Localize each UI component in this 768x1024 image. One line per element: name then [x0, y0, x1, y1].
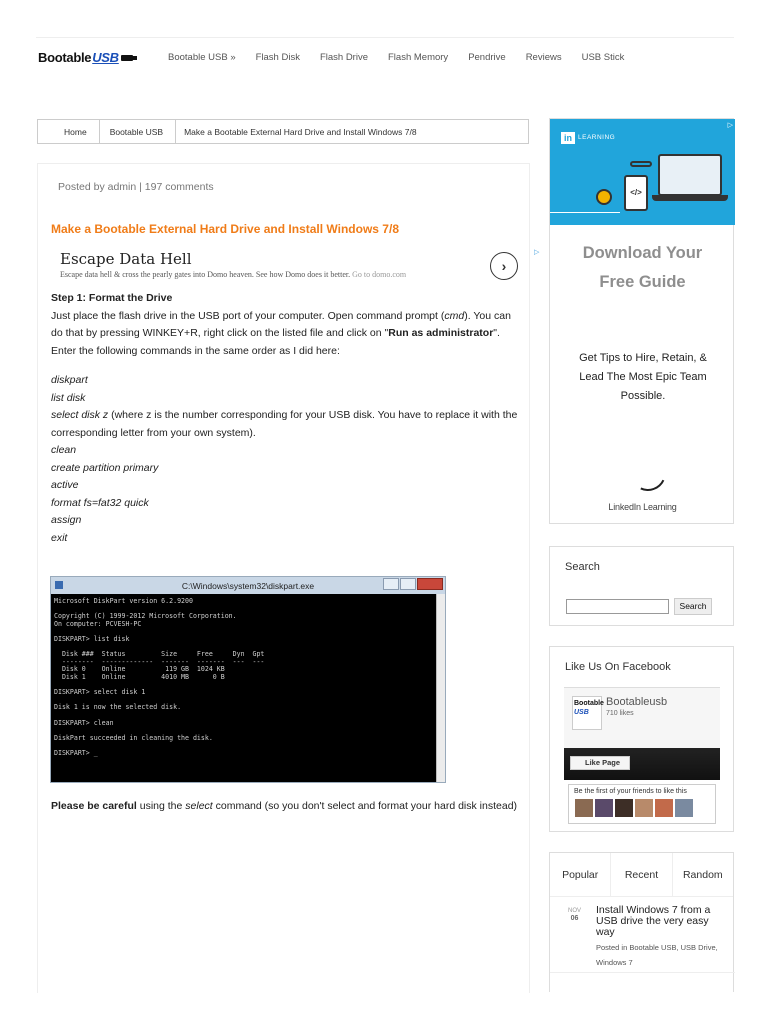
ad-brand-text: LEARNING — [578, 134, 616, 141]
console-scrollbar — [436, 594, 445, 782]
ad-title[interactable]: Escape Data Hell — [60, 250, 192, 268]
window-controls — [383, 578, 443, 590]
avatar — [595, 799, 613, 817]
facebook-page-plugin — [564, 687, 720, 829]
laptop-icon — [658, 154, 722, 196]
command-item: clean — [51, 444, 77, 456]
tab-random[interactable]: Random — [682, 868, 723, 881]
avatar — [675, 799, 693, 817]
ad-footer-brand: LinkedIn Learning — [608, 502, 677, 512]
ad-headline: Download Your Free Guide — [582, 244, 703, 291]
popular-post-meta: Posted in Bootable USB, USB Drive, Windows 7 — [596, 943, 718, 967]
facebook-friends-text: Be the first of your friends to like this — [574, 788, 687, 795]
console-titlebar — [51, 577, 445, 594]
coffee-cup-icon — [596, 189, 612, 205]
ad-decor-line — [550, 212, 620, 213]
ad-link[interactable]: Go to domo.com — [352, 270, 407, 279]
command-item: diskpart — [51, 374, 88, 386]
search-input[interactable] — [566, 599, 669, 614]
diskpart-screenshot — [50, 576, 446, 783]
step-title: Step 1: Format the Drive — [51, 292, 173, 304]
nav-flash-memory[interactable]: Flash Memory — [388, 52, 449, 63]
breadcrumb — [37, 119, 529, 144]
logo-text: Bootable — [38, 50, 92, 65]
logo-usb-text: USB — [92, 50, 119, 65]
post-body — [51, 290, 521, 547]
usb-plug-icon — [121, 55, 133, 61]
adchoices-icon[interactable]: ▷ — [727, 122, 733, 129]
post-meta: Posted by admin | 197 comments — [58, 181, 214, 193]
avatar — [655, 799, 673, 817]
post-paragraph-2: Enter the following commands in the same order as I did here: — [51, 344, 340, 357]
post-title[interactable]: Make a Bootable External Hard Drive and Install Windows 7/8 — [51, 222, 399, 236]
breadcrumb-bootable-usb[interactable]: Bootable USB — [100, 120, 176, 143]
search-button[interactable]: Search — [674, 598, 712, 615]
nav-flash-disk[interactable]: Flash Disk — [255, 52, 300, 63]
close-icon — [417, 578, 443, 590]
facebook-page-name[interactable]: Bootableusb — [606, 696, 668, 708]
text-ad[interactable] — [60, 249, 540, 290]
avatar — [615, 799, 633, 817]
ad-subtext: Get Tips to Hire, Retain, & Lead The Most Epic Team Possible. — [579, 352, 707, 402]
glasses-icon — [630, 161, 652, 167]
minimize-icon — [383, 578, 399, 590]
adchoices-icon[interactable]: ▷ — [534, 249, 540, 256]
site-logo[interactable] — [38, 50, 133, 65]
nav-flash-drive[interactable]: Flash Drive — [319, 52, 368, 63]
main-nav — [168, 52, 644, 63]
console-title: C:\Windows\system32\diskpart.exe — [181, 580, 315, 591]
nav-pendrive[interactable]: Pendrive — [468, 52, 506, 63]
facebook-friend-avatars — [575, 799, 693, 817]
header-divider — [36, 37, 734, 38]
like-page-button[interactable]: Like Page — [570, 756, 630, 770]
facebook-likes-count: 710 likes — [606, 710, 634, 717]
post-container — [37, 163, 540, 993]
sidebar-ad[interactable] — [549, 118, 734, 524]
ad-description: Escape data hell & cross the pearly gates into Domo heaven. See how Domo does it better. — [60, 270, 351, 279]
command-item: assign — [51, 514, 82, 526]
code-icon: </> — [624, 175, 648, 211]
nav-reviews[interactable]: Reviews — [525, 52, 562, 63]
breadcrumb-home[interactable]: Home — [38, 120, 100, 143]
search-widget-title: Search — [565, 561, 600, 573]
command-item: list disk — [51, 391, 86, 404]
command-item: create partition primary — [51, 461, 159, 474]
nav-bootable-usb[interactable]: Bootable USB » — [168, 52, 236, 63]
avatar — [575, 799, 593, 817]
posts-tabs-widget — [549, 852, 734, 992]
ad-illustration — [550, 119, 735, 225]
linkedin-logo-icon: in — [561, 132, 575, 144]
list-item — [550, 897, 735, 973]
command-item: format fs=fat32 quick — [51, 496, 149, 509]
loading-spinner-icon — [625, 450, 671, 496]
warning-paragraph: Please be careful using the select command (so you don't select and format your hard disk instead) — [51, 800, 518, 812]
console-output: Microsoft DiskPart version 6.2.9200 Copyright (C) 1999-2012 Microsoft Corporation. On computer: PCVESH-PC DISKPART> list disk Disk ### Status Size Free Dyn Gpt -------- ------------- ------- ------- --- --- Disk 0 Online 119 GB 1024 KB Disk 1 Online 4010 MB 0 B DISKPART> select disk 1 Disk 1 is now the selected disk. DISKPART> clean DiskPart succeeded in cleaning the disk. DISKPART> _ — [54, 597, 265, 757]
command-item: exit — [51, 531, 68, 544]
facebook-friends-box — [568, 784, 716, 824]
post-paragraph-1: Just place the flash drive in the USB port of your computer. Open command prompt (cmd). You can do that by pressing WINKEY+R, right click on the listed file and click on "Run as administrator". — [51, 309, 511, 339]
facebook-page-logo[interactable]: Bootable USB — [572, 696, 602, 730]
avatar — [635, 799, 653, 817]
maximize-icon — [400, 578, 416, 590]
tab-popular[interactable]: Popular — [550, 853, 611, 896]
command-item: select disk z (where z is the number corresponding for your USB disk. You have to replace it with the corresponding letter from your own system). — [51, 409, 518, 439]
posts-tabs — [550, 853, 733, 897]
console-window-icon — [55, 581, 63, 589]
command-item: active — [51, 479, 79, 491]
tab-recent[interactable]: Recent — [611, 853, 672, 896]
search-widget — [549, 546, 734, 626]
facebook-widget — [549, 646, 734, 832]
ad-arrow-button[interactable] — [490, 252, 518, 280]
facebook-widget-title: Like Us On Facebook — [565, 661, 671, 673]
ad-text — [60, 270, 512, 279]
nav-usb-stick[interactable]: USB Stick — [581, 52, 625, 63]
breadcrumb-current: Make a Bootable External Hard Drive and Install Windows 7/8 — [184, 126, 417, 137]
command-list — [51, 372, 521, 547]
chevron-right-icon: › — [501, 258, 507, 274]
laptop-base-icon — [652, 195, 728, 201]
post-date: NOV 06 — [568, 908, 582, 922]
popular-post-title[interactable]: Install Windows 7 from a USB drive the very easy way — [596, 904, 711, 938]
